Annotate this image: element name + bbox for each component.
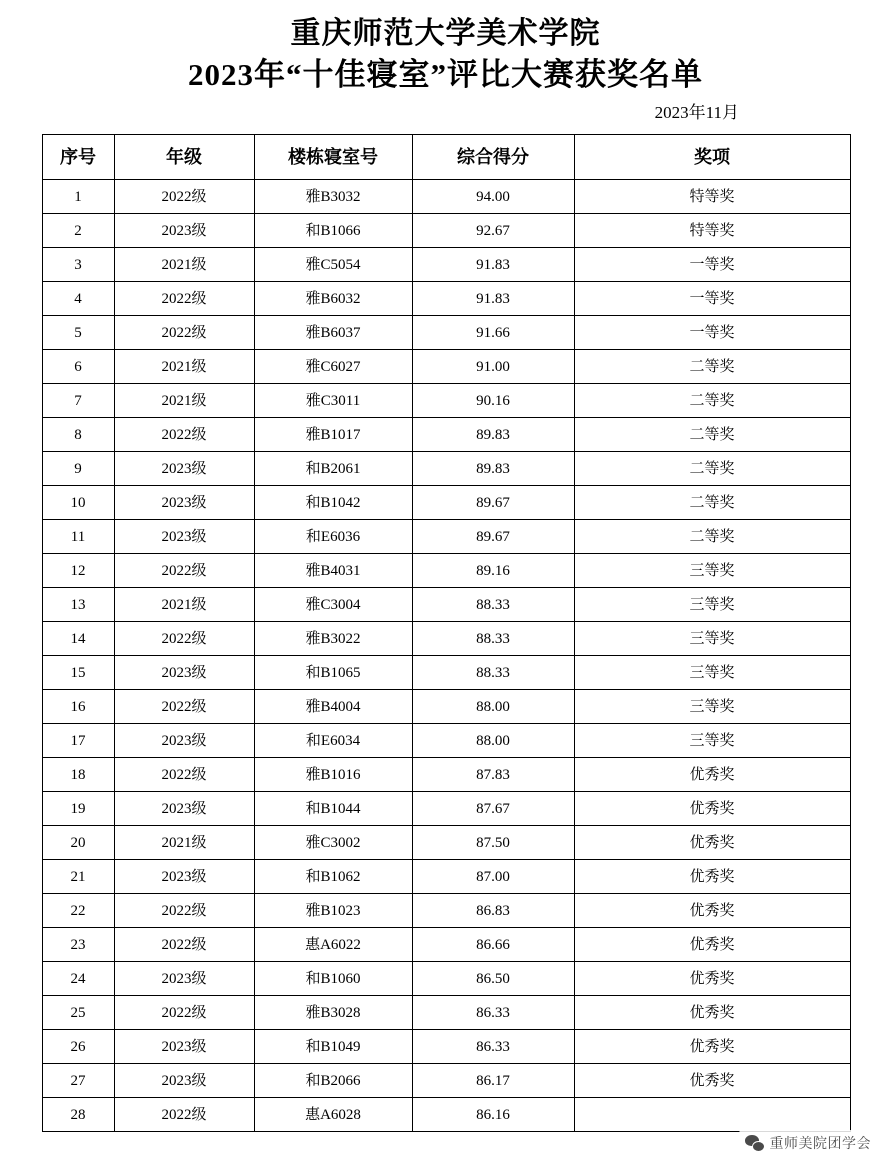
document-title-line-2: 2023年“十佳寝室”评比大赛获奖名单 <box>188 57 703 92</box>
table-row <box>42 860 850 894</box>
cell-index: 22 <box>42 894 114 928</box>
column-header-room: 楼栋寝室号 <box>254 135 412 180</box>
cell-index: 27 <box>42 1064 114 1098</box>
cell-prize <box>574 1098 850 1132</box>
cell-prize: 特等奖 <box>574 214 850 248</box>
cell-room: 雅C3004 <box>254 588 412 622</box>
cell-score: 89.16 <box>412 554 574 588</box>
cell-score: 88.00 <box>412 690 574 724</box>
cell-grade: 2022级 <box>114 1098 254 1132</box>
cell-room: 雅C3002 <box>254 826 412 860</box>
cell-index: 24 <box>42 962 114 996</box>
cell-grade: 2022级 <box>114 282 254 316</box>
cell-prize: 三等奖 <box>574 656 850 690</box>
cell-room: 雅C5054 <box>254 248 412 282</box>
table-row <box>42 588 850 622</box>
cell-room: 雅B1023 <box>254 894 412 928</box>
cell-room: 和B2061 <box>254 452 412 486</box>
cell-grade: 2022级 <box>114 316 254 350</box>
cell-room: 雅B3022 <box>254 622 412 656</box>
cell-index: 18 <box>42 758 114 792</box>
cell-grade: 2022级 <box>114 554 254 588</box>
table-row <box>42 282 850 316</box>
cell-grade: 2021级 <box>114 826 254 860</box>
table-row <box>42 622 850 656</box>
cell-score: 91.00 <box>412 350 574 384</box>
cell-grade: 2023级 <box>114 214 254 248</box>
cell-grade: 2022级 <box>114 418 254 452</box>
cell-prize: 一等奖 <box>574 316 850 350</box>
wechat-watermark-label: 重师美院团学会 <box>769 1135 871 1151</box>
cell-prize: 三等奖 <box>574 690 850 724</box>
table-row <box>42 418 850 452</box>
table-row <box>42 894 850 928</box>
cell-grade: 2022级 <box>114 928 254 962</box>
table-header-row <box>42 135 850 180</box>
cell-index: 5 <box>42 316 114 350</box>
cell-index: 10 <box>42 486 114 520</box>
cell-score: 89.67 <box>412 486 574 520</box>
cell-index: 23 <box>42 928 114 962</box>
cell-grade: 2021级 <box>114 384 254 418</box>
cell-prize: 二等奖 <box>574 418 850 452</box>
cell-prize: 优秀奖 <box>574 1030 850 1064</box>
cell-grade: 2023级 <box>114 656 254 690</box>
cell-index: 14 <box>42 622 114 656</box>
cell-room: 和B1066 <box>254 214 412 248</box>
cell-index: 1 <box>42 180 114 214</box>
cell-prize: 二等奖 <box>574 384 850 418</box>
cell-index: 8 <box>42 418 114 452</box>
cell-score: 86.50 <box>412 962 574 996</box>
cell-score: 89.67 <box>412 520 574 554</box>
cell-score: 88.00 <box>412 724 574 758</box>
table-row <box>42 248 850 282</box>
table-row <box>42 1030 850 1064</box>
cell-score: 94.00 <box>412 180 574 214</box>
cell-grade: 2021级 <box>114 588 254 622</box>
cell-prize: 优秀奖 <box>574 996 850 1030</box>
cell-grade: 2022级 <box>114 622 254 656</box>
column-header-score: 综合得分 <box>412 135 574 180</box>
cell-score: 87.00 <box>412 860 574 894</box>
wechat-watermark <box>739 1130 878 1156</box>
cell-grade: 2023级 <box>114 452 254 486</box>
table-row <box>42 690 850 724</box>
cell-score: 87.67 <box>412 792 574 826</box>
cell-prize: 二等奖 <box>574 350 850 384</box>
cell-room: 雅C6027 <box>254 350 412 384</box>
table-row <box>42 214 850 248</box>
cell-score: 90.16 <box>412 384 574 418</box>
cell-room: 和E6036 <box>254 520 412 554</box>
cell-score: 89.83 <box>412 452 574 486</box>
cell-score: 87.83 <box>412 758 574 792</box>
column-header-prize: 奖项 <box>574 135 850 180</box>
cell-room: 雅B4004 <box>254 690 412 724</box>
cell-index: 21 <box>42 860 114 894</box>
table-row <box>42 486 850 520</box>
cell-score: 88.33 <box>412 656 574 690</box>
cell-index: 16 <box>42 690 114 724</box>
cell-index: 25 <box>42 996 114 1030</box>
cell-room: 雅B1016 <box>254 758 412 792</box>
cell-prize: 二等奖 <box>574 452 850 486</box>
cell-prize: 优秀奖 <box>574 792 850 826</box>
cell-index: 2 <box>42 214 114 248</box>
table-row <box>42 1098 850 1132</box>
cell-prize: 二等奖 <box>574 520 850 554</box>
award-table-body <box>42 180 850 1132</box>
cell-grade: 2023级 <box>114 792 254 826</box>
cell-grade: 2021级 <box>114 350 254 384</box>
cell-room: 和B2066 <box>254 1064 412 1098</box>
cell-room: 和B1060 <box>254 962 412 996</box>
table-row <box>42 962 850 996</box>
cell-grade: 2023级 <box>114 1064 254 1098</box>
table-row <box>42 928 850 962</box>
cell-prize: 三等奖 <box>574 724 850 758</box>
cell-index: 11 <box>42 520 114 554</box>
cell-room: 和B1042 <box>254 486 412 520</box>
cell-prize: 二等奖 <box>574 486 850 520</box>
cell-score: 86.33 <box>412 1030 574 1064</box>
cell-room: 雅B4031 <box>254 554 412 588</box>
cell-score: 86.16 <box>412 1098 574 1132</box>
cell-room: 和B1062 <box>254 860 412 894</box>
cell-index: 6 <box>42 350 114 384</box>
cell-index: 28 <box>42 1098 114 1132</box>
cell-score: 88.33 <box>412 622 574 656</box>
cell-score: 91.66 <box>412 316 574 350</box>
table-row <box>42 180 850 214</box>
cell-score: 92.67 <box>412 214 574 248</box>
cell-grade: 2023级 <box>114 724 254 758</box>
cell-grade: 2022级 <box>114 894 254 928</box>
cell-grade: 2022级 <box>114 758 254 792</box>
cell-prize: 优秀奖 <box>574 928 850 962</box>
table-row <box>42 724 850 758</box>
cell-index: 12 <box>42 554 114 588</box>
cell-prize: 三等奖 <box>574 554 850 588</box>
cell-prize: 三等奖 <box>574 588 850 622</box>
cell-grade: 2023级 <box>114 1030 254 1064</box>
cell-room: 雅B3028 <box>254 996 412 1030</box>
table-row <box>42 350 850 384</box>
cell-grade: 2022级 <box>114 180 254 214</box>
cell-grade: 2023级 <box>114 860 254 894</box>
table-row <box>42 384 850 418</box>
cell-score: 89.83 <box>412 418 574 452</box>
cell-grade: 2023级 <box>114 520 254 554</box>
award-table-container <box>42 134 850 1132</box>
cell-prize: 优秀奖 <box>574 758 850 792</box>
table-row <box>42 316 850 350</box>
table-row <box>42 792 850 826</box>
cell-prize: 优秀奖 <box>574 894 850 928</box>
cell-room: 惠A6022 <box>254 928 412 962</box>
table-row <box>42 452 850 486</box>
cell-score: 87.50 <box>412 826 574 860</box>
cell-room: 和B1044 <box>254 792 412 826</box>
cell-grade: 2023级 <box>114 486 254 520</box>
cell-room: 惠A6028 <box>254 1098 412 1132</box>
cell-room: 雅B6037 <box>254 316 412 350</box>
cell-grade: 2021级 <box>114 248 254 282</box>
column-header-index: 序号 <box>42 135 114 180</box>
table-row <box>42 1064 850 1098</box>
cell-score: 86.17 <box>412 1064 574 1098</box>
document-date: 2023年11月 <box>654 103 739 122</box>
cell-grade: 2022级 <box>114 690 254 724</box>
cell-prize: 一等奖 <box>574 248 850 282</box>
cell-score: 88.33 <box>412 588 574 622</box>
cell-room: 雅C3011 <box>254 384 412 418</box>
cell-prize: 三等奖 <box>574 622 850 656</box>
cell-score: 91.83 <box>412 282 574 316</box>
cell-index: 9 <box>42 452 114 486</box>
cell-room: 雅B3032 <box>254 180 412 214</box>
cell-index: 26 <box>42 1030 114 1064</box>
document-header <box>0 0 891 96</box>
wechat-icon <box>745 1134 764 1153</box>
cell-prize: 优秀奖 <box>574 962 850 996</box>
table-row <box>42 656 850 690</box>
cell-room: 雅B1017 <box>254 418 412 452</box>
cell-index: 4 <box>42 282 114 316</box>
cell-index: 20 <box>42 826 114 860</box>
cell-index: 19 <box>42 792 114 826</box>
cell-prize: 特等奖 <box>574 180 850 214</box>
cell-room: 雅B6032 <box>254 282 412 316</box>
cell-prize: 优秀奖 <box>574 1064 850 1098</box>
cell-index: 17 <box>42 724 114 758</box>
cell-index: 15 <box>42 656 114 690</box>
cell-index: 13 <box>42 588 114 622</box>
table-row <box>42 996 850 1030</box>
cell-grade: 2022级 <box>114 996 254 1030</box>
cell-score: 86.66 <box>412 928 574 962</box>
cell-score: 91.83 <box>412 248 574 282</box>
award-table <box>42 134 851 1132</box>
cell-grade: 2023级 <box>114 962 254 996</box>
cell-prize: 优秀奖 <box>574 860 850 894</box>
cell-index: 3 <box>42 248 114 282</box>
table-row <box>42 758 850 792</box>
table-row <box>42 554 850 588</box>
cell-score: 86.33 <box>412 996 574 1030</box>
cell-index: 7 <box>42 384 114 418</box>
table-row <box>42 826 850 860</box>
cell-prize: 一等奖 <box>574 282 850 316</box>
cell-room: 和E6034 <box>254 724 412 758</box>
cell-prize: 优秀奖 <box>574 826 850 860</box>
cell-room: 和B1065 <box>254 656 412 690</box>
cell-score: 86.83 <box>412 894 574 928</box>
column-header-grade: 年级 <box>114 135 254 180</box>
cell-room: 和B1049 <box>254 1030 412 1064</box>
document-title-line-1: 重庆师范大学美术学院 <box>290 17 601 50</box>
table-row <box>42 520 850 554</box>
